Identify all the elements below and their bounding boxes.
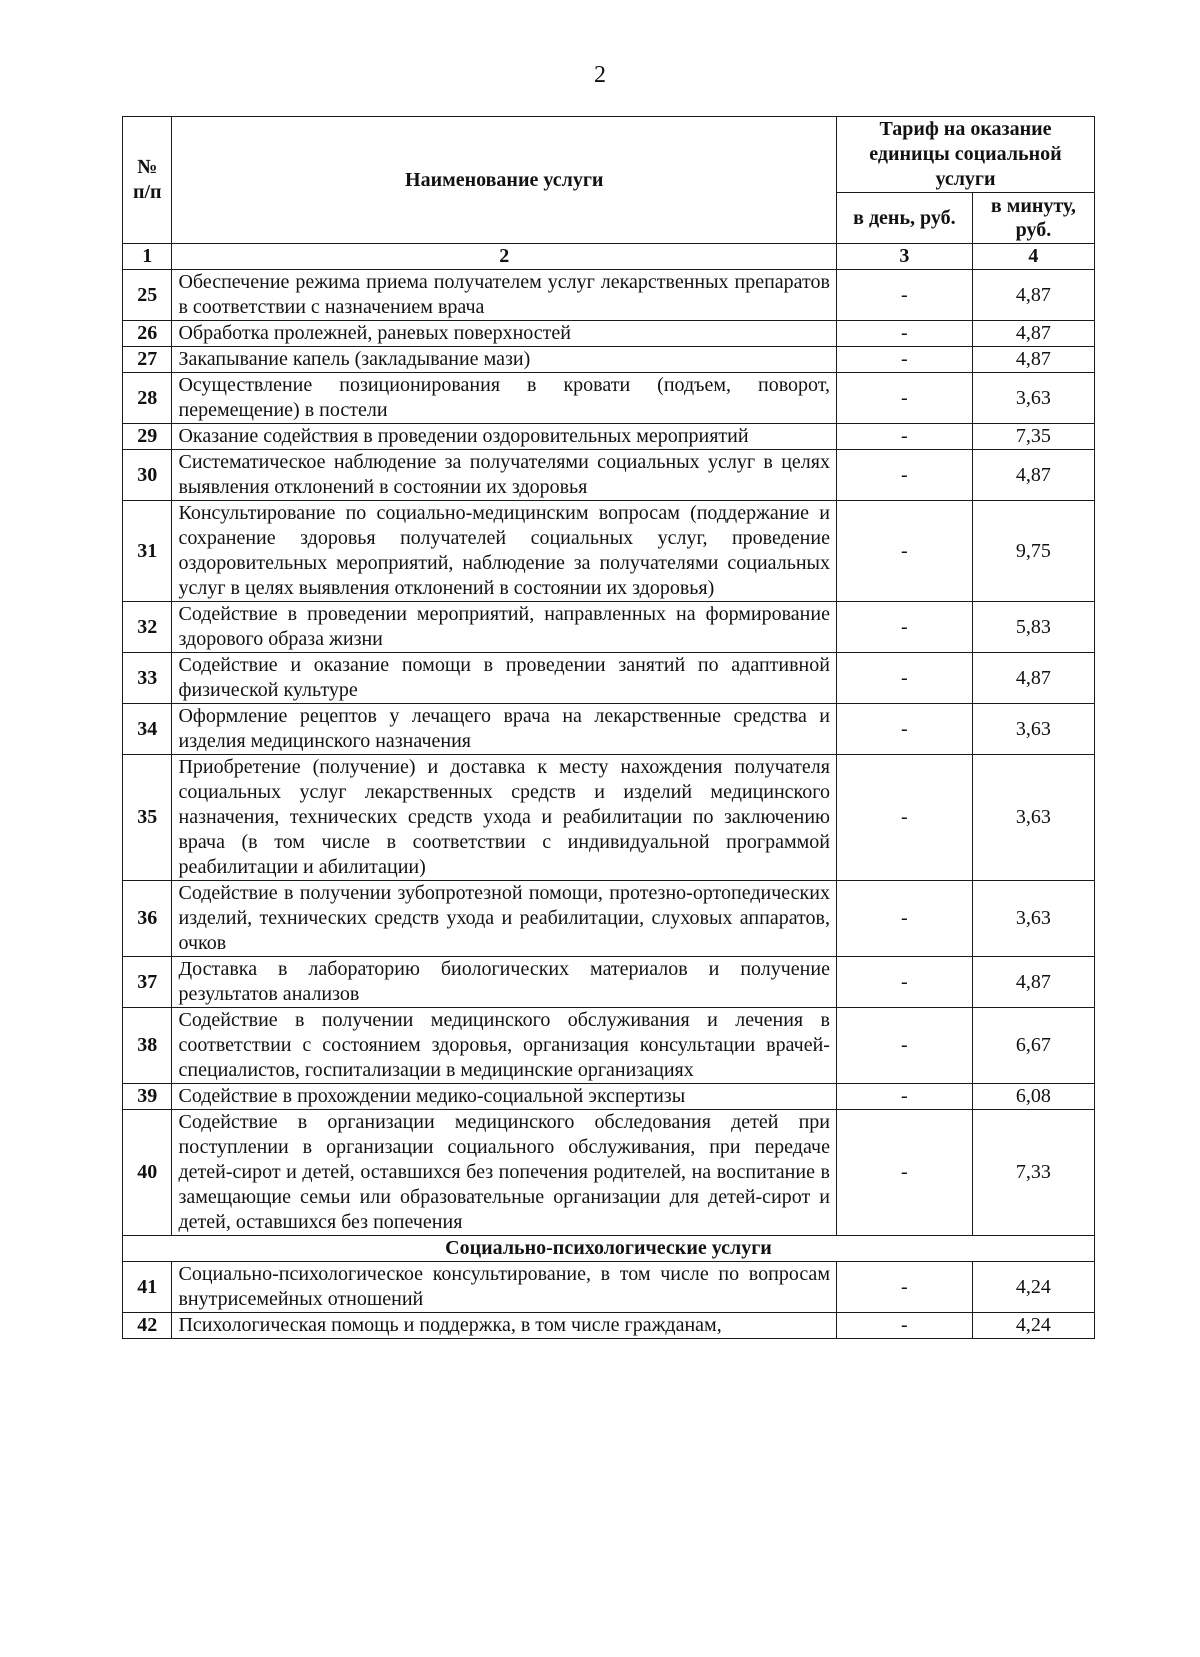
table-row (123, 501, 1095, 602)
table-row (123, 270, 1095, 321)
tariff-per-day: - (836, 1313, 972, 1339)
tariff-per-day: - (836, 881, 972, 957)
row-number: 37 (123, 957, 172, 1008)
tariff-per-minute: 4,87 (972, 653, 1094, 704)
row-number: 26 (123, 321, 172, 347)
tariff-per-day: - (836, 704, 972, 755)
row-number: 34 (123, 704, 172, 755)
service-name: Систематическое наблюдение за получателями социальных услуг в целях выявления отклонений в состоянии их здоровья (172, 450, 836, 501)
tariff-per-day: - (836, 653, 972, 704)
tariff-per-minute: 7,35 (972, 424, 1094, 450)
page-number: 2 (594, 62, 606, 88)
service-name: Психологическая помощь и поддержка, в том числе гражданам, (172, 1313, 836, 1339)
service-name: Содействие в получении зубопротезной помощи, протезно-ортопедических изделий, технических средств ухода и реабилитации, слуховых аппаратов, очков (172, 881, 836, 957)
table-row (123, 1110, 1095, 1236)
tariff-per-day: - (836, 1262, 972, 1313)
row-number: 39 (123, 1084, 172, 1110)
tariff-per-day: - (836, 602, 972, 653)
header-per-minute: в минуту, руб. (972, 193, 1094, 244)
tariff-per-day: - (836, 1084, 972, 1110)
tariff-per-minute: 6,67 (972, 1008, 1094, 1084)
tariff-per-minute: 3,63 (972, 881, 1094, 957)
row-number: 30 (123, 450, 172, 501)
column-number: 3 (836, 244, 972, 270)
table-row (123, 424, 1095, 450)
table-row (123, 653, 1095, 704)
column-number: 4 (972, 244, 1094, 270)
service-name: Закапывание капель (закладывание мази) (172, 347, 836, 373)
tariff-per-minute: 4,24 (972, 1313, 1094, 1339)
table-row (123, 1008, 1095, 1084)
tariff-per-day: - (836, 424, 972, 450)
tariff-per-day: - (836, 450, 972, 501)
section-title: Социально-психологические услуги (123, 1236, 1095, 1262)
table-row (123, 881, 1095, 957)
tariff-per-minute: 4,24 (972, 1262, 1094, 1313)
tariff-per-minute: 9,75 (972, 501, 1094, 602)
service-name: Содействие и оказание помощи в проведении занятий по адаптивной физической культуре (172, 653, 836, 704)
row-number: 31 (123, 501, 172, 602)
tariff-per-day: - (836, 373, 972, 424)
row-number: 27 (123, 347, 172, 373)
row-number: 36 (123, 881, 172, 957)
table-row (123, 957, 1095, 1008)
row-number: 25 (123, 270, 172, 321)
tariff-per-day: - (836, 1008, 972, 1084)
tariff-per-minute: 5,83 (972, 602, 1094, 653)
service-name: Консультирование по социально-медицинским вопросам (поддержание и сохранение здоровья получателей социальных услуг, проведение оздоровительных мероприятий, наблюдение за получателями социальных услуг в целях выявления отклонений в состоянии их здоровья) (172, 501, 836, 602)
service-name: Содействие в проведении мероприятий, направленных на формирование здорового образа жизни (172, 602, 836, 653)
tariff-per-day: - (836, 501, 972, 602)
service-name: Осуществление позиционирования в кровати (подъем, поворот, перемещение) в постели (172, 373, 836, 424)
header-number: № п/п (123, 117, 172, 244)
header-service-name: Наименование услуги (172, 117, 836, 244)
table-body-psych (123, 1262, 1095, 1339)
service-name: Оказание содействия в проведении оздоровительных мероприятий (172, 424, 836, 450)
service-name: Содействие в получении медицинского обслуживания и лечения в соответствии с состоянием здоровья, организация консультации врачей-специалистов, госпитализации в медицинские организациях (172, 1008, 836, 1084)
row-number: 42 (123, 1313, 172, 1339)
service-name: Приобретение (получение) и доставка к месту нахождения получателя социальных услуг лекарственных средств и изделий медицинского назначения, технических средств ухода и реабилитации по заключению врача (в том числе в соответствии с индивидуальной программой реабилитации и абилитации) (172, 755, 836, 881)
tariff-per-minute: 7,33 (972, 1110, 1094, 1236)
service-name: Оформление рецептов у лечащего врача на лекарственные средства и изделия медицинского назначения (172, 704, 836, 755)
table-row (123, 373, 1095, 424)
service-name: Содействие в организации медицинского обследования детей при поступлении в организации социального обслуживания, при передаче детей-сирот и детей, оставшихся без попечения родителей, на воспитание в замещающие семьи или образовательные организации для детей-сирот и детей, оставшихся без попечения (172, 1110, 836, 1236)
tariff-per-minute: 6,08 (972, 1084, 1094, 1110)
row-number: 38 (123, 1008, 172, 1084)
header-row (123, 117, 1095, 193)
service-name: Социально-психологическое консультирование, в том числе по вопросам внутрисемейных отношений (172, 1262, 836, 1313)
tariff-per-minute: 4,87 (972, 270, 1094, 321)
tariff-table (122, 116, 1095, 1339)
tariff-per-minute: 4,87 (972, 957, 1094, 1008)
tariff-per-day: - (836, 321, 972, 347)
tariff-per-minute: 4,87 (972, 450, 1094, 501)
table-row (123, 347, 1095, 373)
table-row (123, 704, 1095, 755)
section-body (123, 1236, 1095, 1262)
table-row (123, 1313, 1095, 1339)
table-row (123, 755, 1095, 881)
row-number: 29 (123, 424, 172, 450)
tariff-per-day: - (836, 755, 972, 881)
table-body (123, 270, 1095, 1236)
service-name: Доставка в лабораторию биологических материалов и получение результатов анализов (172, 957, 836, 1008)
row-number: 41 (123, 1262, 172, 1313)
row-number: 40 (123, 1110, 172, 1236)
tariff-per-day: - (836, 347, 972, 373)
column-number-row (123, 244, 1095, 270)
table-row (123, 1262, 1095, 1313)
service-name: Обработка пролежней, раневых поверхностей (172, 321, 836, 347)
column-number: 1 (123, 244, 172, 270)
service-name: Содействие в прохождении медико-социальной экспертизы (172, 1084, 836, 1110)
tariff-per-day: - (836, 957, 972, 1008)
table-row (123, 1084, 1095, 1110)
column-number: 2 (172, 244, 836, 270)
row-number: 32 (123, 602, 172, 653)
tariff-per-minute: 3,63 (972, 755, 1094, 881)
tariff-per-minute: 3,63 (972, 704, 1094, 755)
row-number: 35 (123, 755, 172, 881)
row-number: 28 (123, 373, 172, 424)
tariff-per-minute: 4,87 (972, 321, 1094, 347)
service-name: Обеспечение режима приема получателем услуг лекарственных препаратов в соответствии с назначением врача (172, 270, 836, 321)
section-row (123, 1236, 1095, 1262)
tariff-per-minute: 3,63 (972, 373, 1094, 424)
table-row (123, 450, 1095, 501)
tariff-per-day: - (836, 1110, 972, 1236)
tariff-per-day: - (836, 270, 972, 321)
tariff-per-minute: 4,87 (972, 347, 1094, 373)
row-number: 33 (123, 653, 172, 704)
table-row (123, 321, 1095, 347)
table-row (123, 602, 1095, 653)
header-tariff: Тариф на оказание единицы социальной услуги (836, 117, 1094, 193)
header-per-day: в день, руб. (836, 193, 972, 244)
